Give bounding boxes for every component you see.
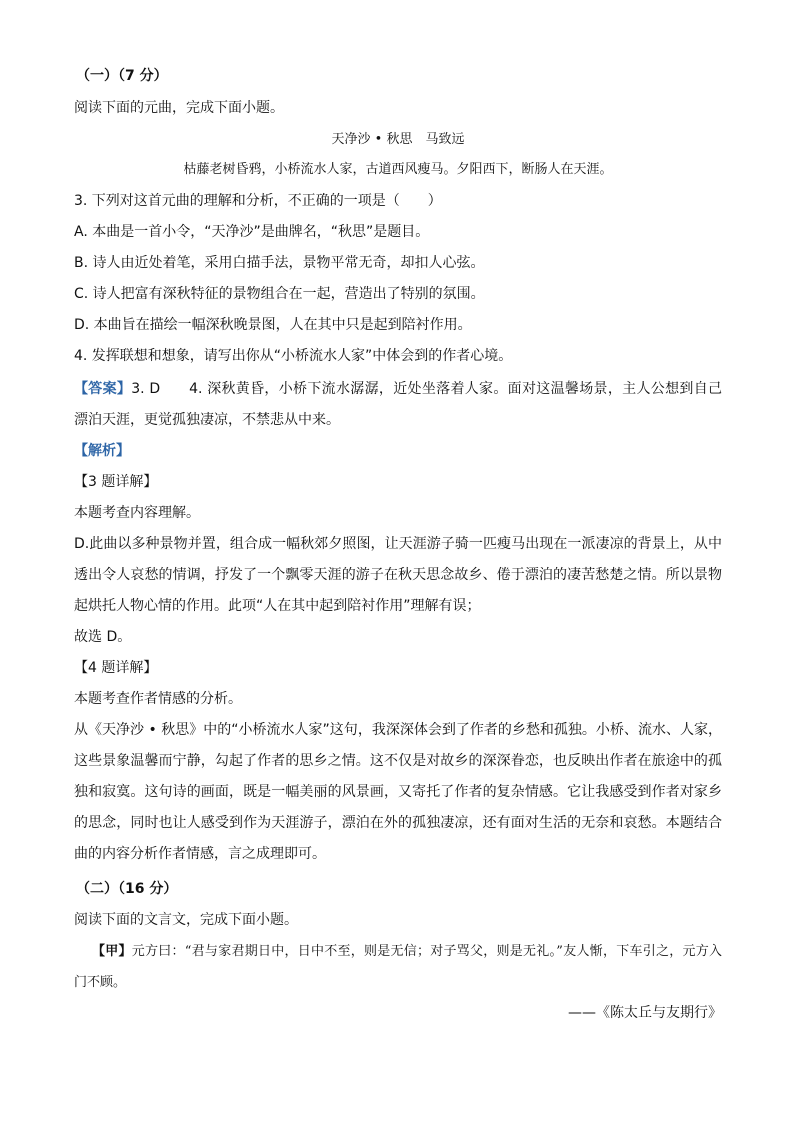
- option-b: B. 诗人由近处着笔，采用白描手法，景物平常无奇，却扣人心弦。: [74, 255, 485, 271]
- question-3: 3. 下列对这首元曲的理解和分析，不正确的一项是（ ）: [74, 193, 442, 209]
- passage-source: ——《陈太丘与友期行》: [568, 1005, 722, 1021]
- section1-heading: （一）（7 分）: [76, 68, 168, 84]
- passage-text: 元方曰：“君与家君期日中，日中不至，则是无信；对子骂父，则是无礼。”友人惭，下车引之，元方入门不顾。: [74, 944, 722, 990]
- option-c: C. 诗人把富有深秋特征的景物组合在一起，营造出了特别的氛围。: [74, 286, 485, 302]
- detail-4-label: 【4 题详解】: [74, 660, 158, 676]
- analysis-label: 【解析】: [74, 443, 130, 459]
- answer-label: 【答案】: [74, 381, 132, 397]
- detail-4-body: 从《天净沙 • 秋思》中的“小桥流水人家”这句，我深深体会到了作者的乡愁和孤独。小桥、流水、人家，这些景象温馨而宁静，勾起了作者的思乡之情。这不仅是对故乡的深深眷恋，也反映出作者在旅途中的孤独和寂寞。这句诗的画面，既是一幅美丽的风景画，又寄托了作者的复杂情感。它让我感受到作者对家乡的思念，同时也让人感受到作为天涯游子，漂泊在外的孤独凄凉，还有面对生活的无奈和哀愁。本题结合曲的内容分析作者情感，言之成理即可。: [74, 722, 722, 862]
- poem-text: 枯藤老树昏鸦，小桥流水人家，古道西风瘦马。夕阳西下，断肠人在天涯。: [183, 162, 613, 177]
- section2-instruction: 阅读下面的文言文，完成下面小题。: [74, 912, 298, 928]
- detail-3-body: D.此曲以多种景物并置，组合成一幅秋郊夕照图，让天涯游子骑一匹瘦马出现在一派凄凉的背景上，从中透出令人哀愁的情调，抒发了一个飘零天涯的游子在秋天思念故乡、倦于漂泊的凄苦愁楚之情。所以景物起烘托人物心情的作用。此项“人在其中起到陪衬作用”理解有误；: [74, 536, 722, 614]
- question-4: 4. 发挥联想和想象，请写出你从“小桥流水人家”中体会到的作者心境。: [74, 348, 513, 364]
- detail-4-intro: 本题考查作者情感的分析。: [74, 691, 242, 707]
- passage-block: [74, 936, 722, 998]
- answer-text: 3. D 4. 深秋黄昏，小桥下流水潺潺，近处坐落着人家。面对这温馨场景，主人公想到自己漂泊天涯，更觉孤独凄凉，不禁悲从中来。: [74, 381, 723, 428]
- passage-label: 【甲】: [92, 944, 132, 959]
- option-d: D. 本曲旨在描绘一幅深秋晚景图，人在其中只是起到陪衬作用。: [74, 317, 472, 333]
- detail-3-label: 【3 题详解】: [74, 474, 158, 490]
- detail-3-conclusion: 故选 D。: [74, 629, 132, 645]
- poem-title: 天净沙 • 秋思 马致远: [331, 132, 465, 147]
- section2-heading: （二）（16 分）: [76, 881, 178, 897]
- section1-instruction: 阅读下面的元曲，完成下面小题。: [74, 100, 284, 116]
- option-a: A. 本曲是一首小令，“天净沙”是曲牌名，“秋思”是题目。: [74, 224, 430, 240]
- detail-3-intro: 本题考查内容理解。: [74, 505, 200, 521]
- answer-block: [74, 374, 722, 436]
